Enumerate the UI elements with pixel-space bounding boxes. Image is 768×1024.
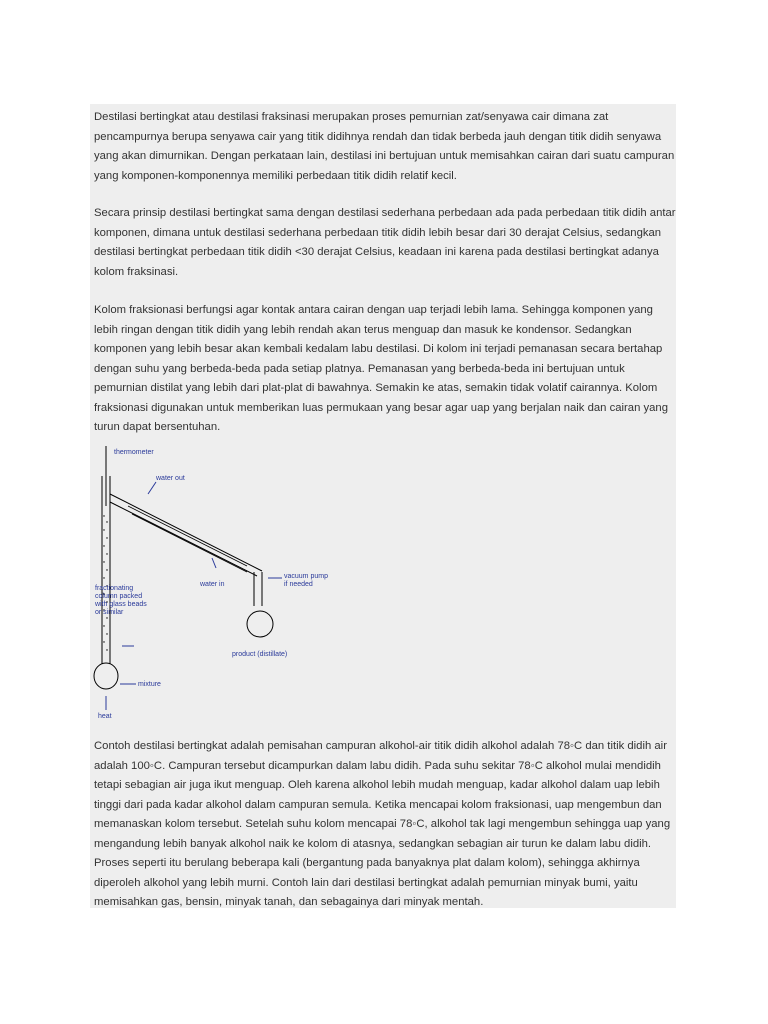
label-column-1: fractionating bbox=[95, 585, 134, 592]
paragraph-column-function: Kolom fraksionasi berfungsi agar kontak antara cairan dengan uap terjadi lebih lama. Sehingga komponen yang lebih ringan dengan titik didih yang lebih rendah akan terus menguap dan masuk ke kondensor. Sedangkan komponen yang lebih besar akan kembali kedalam labu destilasi. Di kolom ini terjadi pemanasan secara bertahap dengan suhu yang berbeda-beda pada setiap platnya. Pemanasan yang berbeda-beda ini bertujuan untuk pemurnian distilat yang lebih dari plat-plat di bawahnya. Semakin ke atas, semakin tidak volatif cairannya. Kolom fraksionasi digunakan untuk memberikan luas permukaan yang besar agar uap yang berjalan naik dan cairan yang turun dapat bersentuhan. bbox=[94, 304, 668, 433]
document-page bbox=[90, 104, 676, 908]
label-water-out: water out bbox=[156, 475, 185, 482]
paragraph-intro: Destilasi bertingkat atau destilasi fraksinasi merupakan proses pemurnian zat/senyawa cair dimana zat pencampurnya berupa senyawa cair yang titik didihnya rendah dan tidak berbeda jauh dengan titik didih senyawa yang akan dimurnikan. Dengan perkataan lain, destilasi ini bertujuan untuk memisahkan cairan dari suatu campuran yang komponen-komponennya memiliki perbedaan titik didih relatif kecil. bbox=[94, 111, 675, 182]
receiver-flask bbox=[247, 611, 273, 637]
label-heat: heat bbox=[98, 713, 112, 720]
boiling-flask bbox=[94, 663, 118, 689]
condenser-outer-bottom bbox=[110, 502, 257, 576]
label-vacuum-2: if needed bbox=[284, 581, 313, 588]
paragraph-example: Contoh destilasi bertingkat adalah pemisahan campuran alkohol-air titik didih alkohol adalah 78◦C dan titik didih air adalah 100◦C. Campuran tersebut dicampurkan dalam labu didih. Pada suhu sekitar 78◦C alkohol mulai mendidih tetapi sebagian air juga ikut menguap. Oleh karena alkohol lebih mudah menguap, kadar alkohol dalam uap lebih tinggi dari pada kadar alkohol dalam campuran semula. Ketika mencapai kolom fraksionasi, uap mengembun dan memanaskan kolom tersebut. Setelah suhu kolom mencapai 78◦C, alkohol tak lagi mengembun sehingga uap yang mengandung lebih banyak alkohol naik ke kolom di atasnya, sedangkan sebagian air turun ke dalam labu didih. Proses seperti itu berulang beberapa kali (bergantung pada banyaknya plat dalam kolom), sehingga akhirnya diperoleh alkohol yang lebih murni. Contoh lain dari destilasi bertingkat adalah pemurnian minyak bumi, yaitu memisahkan gas, bensin, minyak tanah, dan sebagainya dari minyak mentah. bbox=[94, 740, 671, 908]
water-out-arrow bbox=[148, 482, 156, 494]
condenser-outer-top bbox=[110, 494, 262, 571]
water-in-arrow bbox=[212, 558, 216, 568]
condenser-inner-bottom bbox=[132, 514, 247, 572]
label-mixture: mixture bbox=[138, 681, 161, 688]
label-column-4: or similar bbox=[95, 609, 124, 616]
fractional-distillation-diagram bbox=[92, 446, 328, 721]
label-column-2: column packed bbox=[95, 593, 143, 600]
glass-beads bbox=[103, 515, 107, 650]
label-vacuum-1: vacuum pump bbox=[284, 573, 328, 580]
paragraph-principle: Secara prinsip destilasi bertingkat sama dengan destilasi sederhana perbedaan ada pada perbedaan titik didih antar komponen, dimana untuk destilasi sederhana perbedaan titik didih lebih besar dari 30 derajat Celsius, sedangkan destilasi bertingkat perbedaan titik didih <30 derajat Celsius, keadaan ini karena pada destilasi bertingkat adanya kolom fraksinasi. bbox=[94, 207, 676, 278]
condenser-inner-top bbox=[128, 506, 247, 566]
label-product: product (distillate) bbox=[232, 651, 288, 658]
label-water-in: water in bbox=[200, 581, 225, 588]
label-thermometer: thermometer bbox=[114, 449, 154, 456]
label-column-3: with glass beads bbox=[95, 601, 147, 608]
